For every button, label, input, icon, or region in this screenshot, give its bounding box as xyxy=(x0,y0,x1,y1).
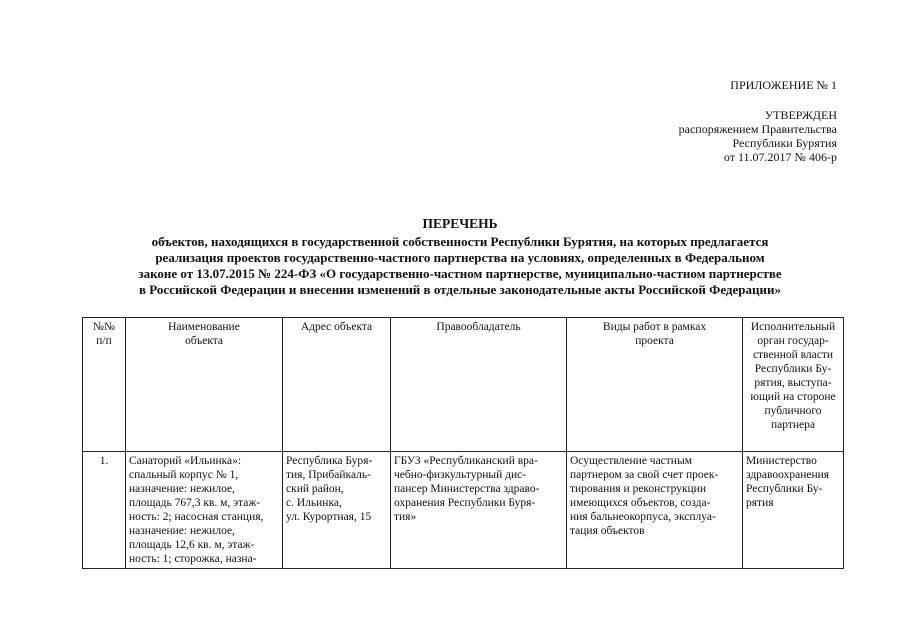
cell-name: Санаторий «Ильинка»: спальный корпус № 1, назначение: нежилое, площадь 767,3 кв. м, этаж- ность: 2; насосная станция, назначение: нежилое, площадь 12,6 кв. м, этаж- ность: 1; сторожка, назна- xyxy=(126,452,283,569)
appendix-label xyxy=(730,78,837,92)
header-works: Виды работ в рамках проекта xyxy=(567,318,743,452)
header-holder: Правообладатель xyxy=(391,318,567,452)
cell-num: 1. xyxy=(83,452,126,569)
title-line-1: объектов, находящихся в государственной собственности Республики Бурятия, на которых предлагается xyxy=(151,234,769,249)
cell-holder: ГБУЗ «Республиканский вра- чебно-физкультурный дис- пансер Министерства здраво- охранения Республики Буря- тия» xyxy=(391,452,567,569)
objects-table xyxy=(82,317,844,569)
header-address: Адрес объекта xyxy=(283,318,391,452)
cell-works: Осуществление частным партнером за свой счет проек- тирования и реконструкции имеющихся объектов, созда- ния бальнеокорпуса, эксплуа- тация объектов xyxy=(567,452,743,569)
approved-label: УТВЕРЖДЕН xyxy=(764,108,837,122)
header-num: №№ п/п xyxy=(83,318,126,452)
title-line-2: реализация проектов государственно-частного партнерства на условиях, определенных в Федеральном xyxy=(155,250,765,265)
header-executive: Исполнительный орган государ- ственной власти Республики Бу- рятия, выступа- ющий на стороне публичного партнера xyxy=(743,318,844,452)
appendix-text: ПРИЛОЖЕНИЕ № 1 xyxy=(730,78,837,92)
title-line-4: в Российской Федерации и внесении изменений в отдельные законодательные акты Российской Федерации» xyxy=(139,282,781,297)
header-name: Наименование объекта xyxy=(126,318,283,452)
approval-line-3: от 11.07.2017 № 406-р xyxy=(723,150,837,164)
document-title xyxy=(70,216,850,298)
approval-line-1: распоряжением Правительства xyxy=(678,122,837,136)
approval-stamp xyxy=(679,108,837,164)
cell-address: Республика Буря- тия, Прибайкаль- ский район, с. Ильинка, ул. Курортная, 15 xyxy=(283,452,391,569)
cell-executive: Министерство здравоохранения Республики Бу- рятия xyxy=(743,452,844,569)
table-header-row xyxy=(83,318,844,452)
title-heading: ПЕРЕЧЕНЬ xyxy=(422,216,498,231)
table-row xyxy=(83,452,844,569)
approval-line-2: Республики Бурятия xyxy=(732,136,837,150)
title-line-3: законе от 13.07.2015 № 224-ФЗ «О государственно-частном партнерстве, муниципально-частном партнерстве xyxy=(138,266,782,281)
